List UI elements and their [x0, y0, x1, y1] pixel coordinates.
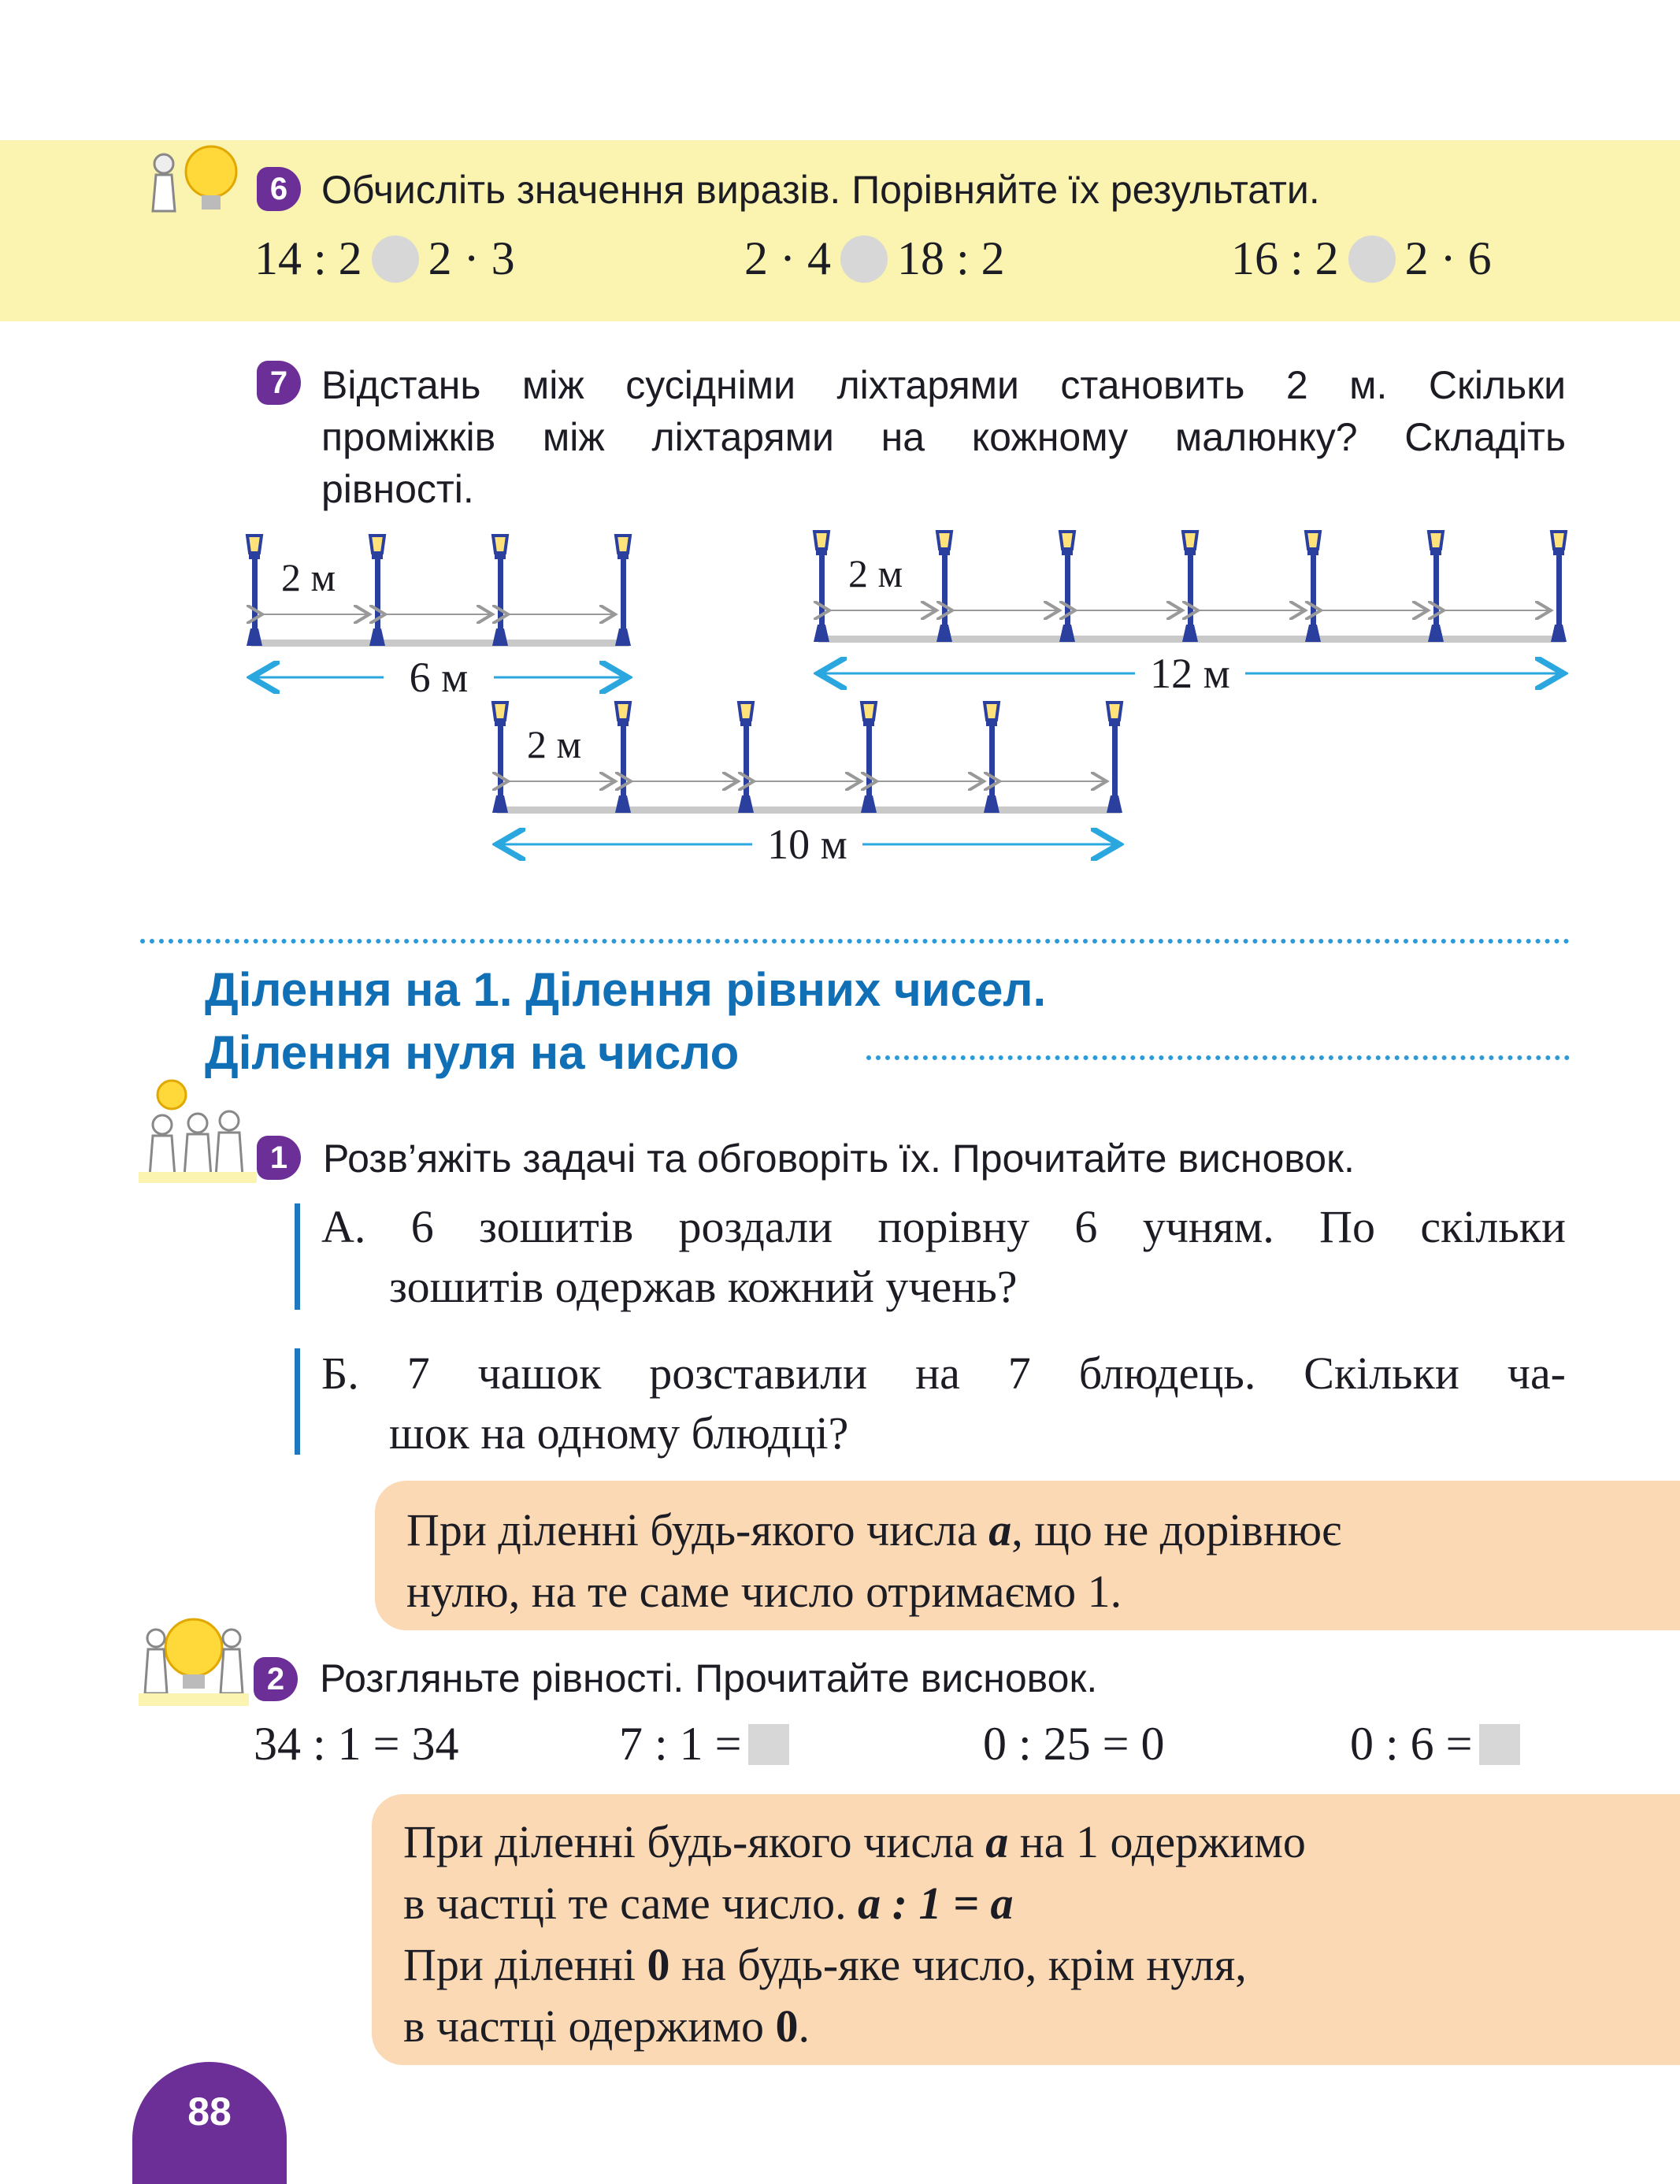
rule-text: При діленні будь-якого числа — [406, 1504, 989, 1555]
rule-text: . — [798, 2000, 810, 2052]
section-divider — [140, 939, 1570, 944]
section-title-line2: Ділення нуля на число — [205, 1026, 740, 1079]
rule-text: , що не дорівнює — [1011, 1504, 1341, 1555]
task7-line2: проміжків між ліхтарями на кожному малюнку? Складіть — [321, 415, 1566, 459]
expr-left: 16 : 2 — [1231, 232, 1339, 284]
street-lamp-icon — [1428, 532, 1444, 642]
street-lamp-icon — [814, 532, 829, 642]
street-lamp-icon — [738, 703, 754, 813]
gap-label: 2 м — [848, 551, 903, 595]
lamp-diagrams — [0, 528, 1680, 882]
heading-dotted-rule — [866, 1055, 1570, 1060]
expr-left: 2 · 4 — [744, 232, 831, 284]
equation-text: 0 : 6 = — [1350, 1718, 1473, 1770]
task7-line3: рівності. — [321, 467, 474, 511]
task7-line1: Відстань між сусідніми ліхтарями становить 2 м. Скільки — [321, 363, 1566, 407]
equation-1 — [254, 1717, 459, 1771]
lamp-diagram-6m — [247, 536, 631, 701]
comparison-3 — [1231, 232, 1492, 286]
page-number: 88 — [132, 2062, 287, 2184]
section-title-line1: Ділення на 1. Ділення рівних чисел. — [205, 963, 1047, 1016]
rule-formula: a : 1 = a — [858, 1878, 1014, 1929]
total-length-label: 12 м — [1150, 650, 1230, 697]
lamp-diagram-12m — [814, 532, 1567, 697]
lamp-diagram-10m — [492, 703, 1122, 868]
street-lamp-icon — [1182, 532, 1198, 642]
rule2-line1 — [403, 1811, 1680, 1873]
street-lamp-icon — [492, 536, 508, 646]
rule-text: При діленні — [403, 1939, 647, 1990]
street-lamp-icon — [247, 536, 262, 646]
task1-instruction: Розв’яжіть задачі та обговоріть їх. Прочитайте висновок. — [323, 1136, 1355, 1181]
ground-line — [251, 640, 629, 647]
problem-a-line2: зошитів одержав кожний учень? — [389, 1261, 1018, 1312]
street-lamp-icon — [984, 703, 999, 813]
equation-2 — [619, 1717, 789, 1771]
total-length-label: 6 м — [409, 654, 469, 701]
task-number-badge: 6 — [257, 167, 301, 211]
expr-right: 18 : 2 — [896, 232, 1005, 284]
rule-zero: 0 — [647, 1939, 670, 1990]
street-lamp-icon — [615, 703, 631, 813]
task6-instruction: Обчисліть значення виразів. Порівняйте їх результати. — [321, 168, 1320, 212]
equation-4 — [1350, 1717, 1520, 1771]
street-lamp-icon — [861, 703, 877, 813]
rule-zero: 0 — [775, 2000, 799, 2052]
compare-blank[interactable] — [1348, 235, 1396, 283]
gap-label: 2 м — [527, 722, 582, 766]
rule2-line3 — [403, 1934, 1680, 1996]
compare-blank[interactable] — [840, 235, 888, 283]
problem-b-bar — [295, 1348, 300, 1455]
rule1-line1 — [406, 1500, 1680, 1561]
expr-right: 2 · 3 — [428, 232, 515, 284]
total-length-label: 10 м — [767, 821, 847, 868]
problem-a-line1: А. 6 зошитів роздали порівну 6 учням. По скільки — [321, 1201, 1566, 1252]
street-lamp-icon — [936, 532, 952, 642]
equation-text: 7 : 1 = — [619, 1718, 742, 1770]
street-lamp-icon — [1107, 703, 1122, 813]
rule-text: в частці те саме число. — [403, 1878, 859, 1929]
rule-variable: a — [985, 1816, 1009, 1867]
rule-text: на будь-яке число, крім нуля, — [669, 1939, 1247, 1990]
street-lamp-icon — [369, 536, 385, 646]
street-lamp-icon — [1059, 532, 1075, 642]
rule-box-2 — [372, 1794, 1680, 2065]
street-lamp-icon — [492, 703, 508, 813]
answer-box[interactable] — [748, 1724, 789, 1765]
equation-3 — [983, 1717, 1165, 1771]
problem-b-line2: шок на одному блюдці? — [389, 1407, 849, 1459]
expr-left: 14 : 2 — [254, 232, 362, 284]
street-lamp-icon — [615, 536, 631, 646]
problem-a-bar — [295, 1203, 300, 1310]
street-lamp-icon — [1305, 532, 1321, 642]
answer-box[interactable] — [1479, 1724, 1520, 1765]
ground-line — [497, 806, 1121, 814]
task-number-badge: 2 — [254, 1657, 298, 1701]
rule-text: на 1 одержимо — [1008, 1816, 1306, 1867]
problem-b-line1: Б. 7 чашок розставили на 7 блюдець. Скільки ча- — [321, 1348, 1566, 1399]
street-lamp-icon — [1551, 532, 1567, 642]
rule-text: в частці одержимо — [403, 2000, 776, 2052]
rule-variable: a — [988, 1504, 1012, 1555]
expr-right: 2 · 6 — [1404, 232, 1492, 284]
compare-blank[interactable] — [372, 235, 419, 283]
lightbulb-team-icon — [139, 1615, 249, 1709]
task-number-badge: 7 — [257, 361, 301, 405]
rule-text: При діленні будь-якого числа — [403, 1816, 986, 1867]
equation-text: 0 : 25 = 0 — [983, 1718, 1165, 1770]
comparison-1 — [254, 232, 515, 286]
comparison-2 — [744, 232, 1005, 286]
task-number-badge: 1 — [257, 1136, 301, 1180]
equation-text: 34 : 1 = 34 — [254, 1718, 459, 1770]
rule2-line4 — [403, 1996, 1680, 2057]
rule-box-1 — [375, 1481, 1680, 1630]
rule1-line2: нулю, на те саме число отримаємо 1. — [406, 1566, 1122, 1617]
gap-label: 2 м — [281, 555, 336, 599]
lightbulb-thinking-icon — [140, 140, 243, 219]
task2-instruction: Розгляньте рівності. Прочитайте висновок. — [320, 1656, 1098, 1700]
rule2-line2 — [403, 1873, 1680, 1934]
group-discussion-icon — [139, 1077, 257, 1188]
